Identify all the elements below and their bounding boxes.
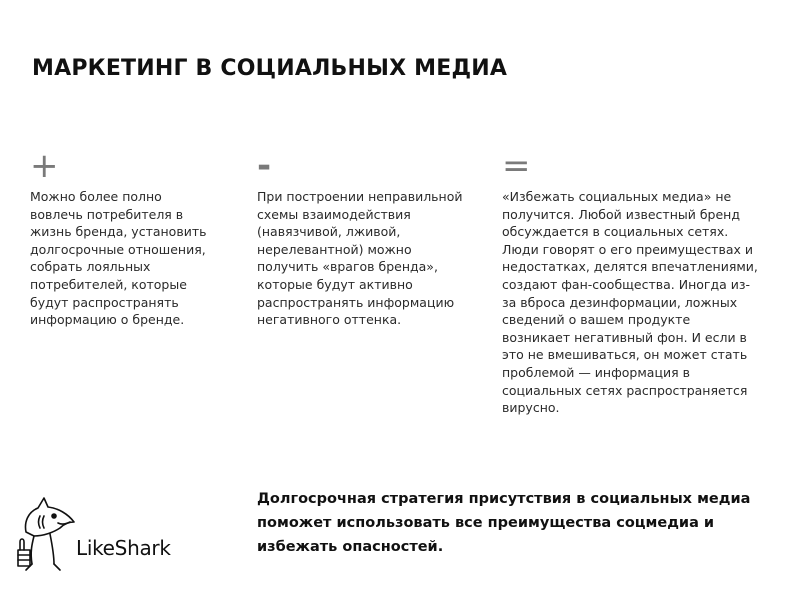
logo-text: LikeShark bbox=[76, 536, 171, 560]
cons-text: При построении неправильной схемы взаимодействия (навязчивой, лживой, нерелевантной) можно получить «врагов бренда», которые будут активно распространять информацию негативного оттенка. bbox=[257, 189, 463, 328]
equals-sign: = bbox=[502, 146, 531, 186]
conclusion-text: Долгосрочная стратегия присутствия в социальных медиа поможет использовать все преимущества соцмедиа и избежать опасностей. bbox=[257, 491, 751, 555]
plus-sign: + bbox=[30, 146, 59, 186]
result-text: «Избежать социальных медиа» не получится. Любой известный бренд обсуждается в социальных сетях. Люди говорят о его преимуществах и недостатках, делятся впечатлениями, создают фан-сообщества. Иногда из-за вброса дезинформации, ложных сведений о вашем продукте возникает негативный фон. И если в это не вмешиваться, он может стать проблемой — информация в социальных сетях распространяется вирусно. bbox=[502, 189, 758, 416]
cons-column bbox=[257, 148, 472, 329]
shark-thumbs-up-icon bbox=[14, 492, 78, 572]
pros-column bbox=[30, 148, 218, 329]
slide-title: МАРКЕТИНГ В СОЦИАЛЬНЫХ МЕДИА bbox=[32, 56, 508, 81]
minus-sign: - bbox=[257, 146, 272, 186]
pros-text: Можно более полно вовлечь потребителя в жизнь бренда, установить долгосрочные отношения, собрать лояльных потребителей, которые будут распространять информацию о бренде. bbox=[30, 189, 207, 328]
result-column bbox=[502, 148, 760, 417]
likeshark-logo bbox=[14, 492, 184, 572]
